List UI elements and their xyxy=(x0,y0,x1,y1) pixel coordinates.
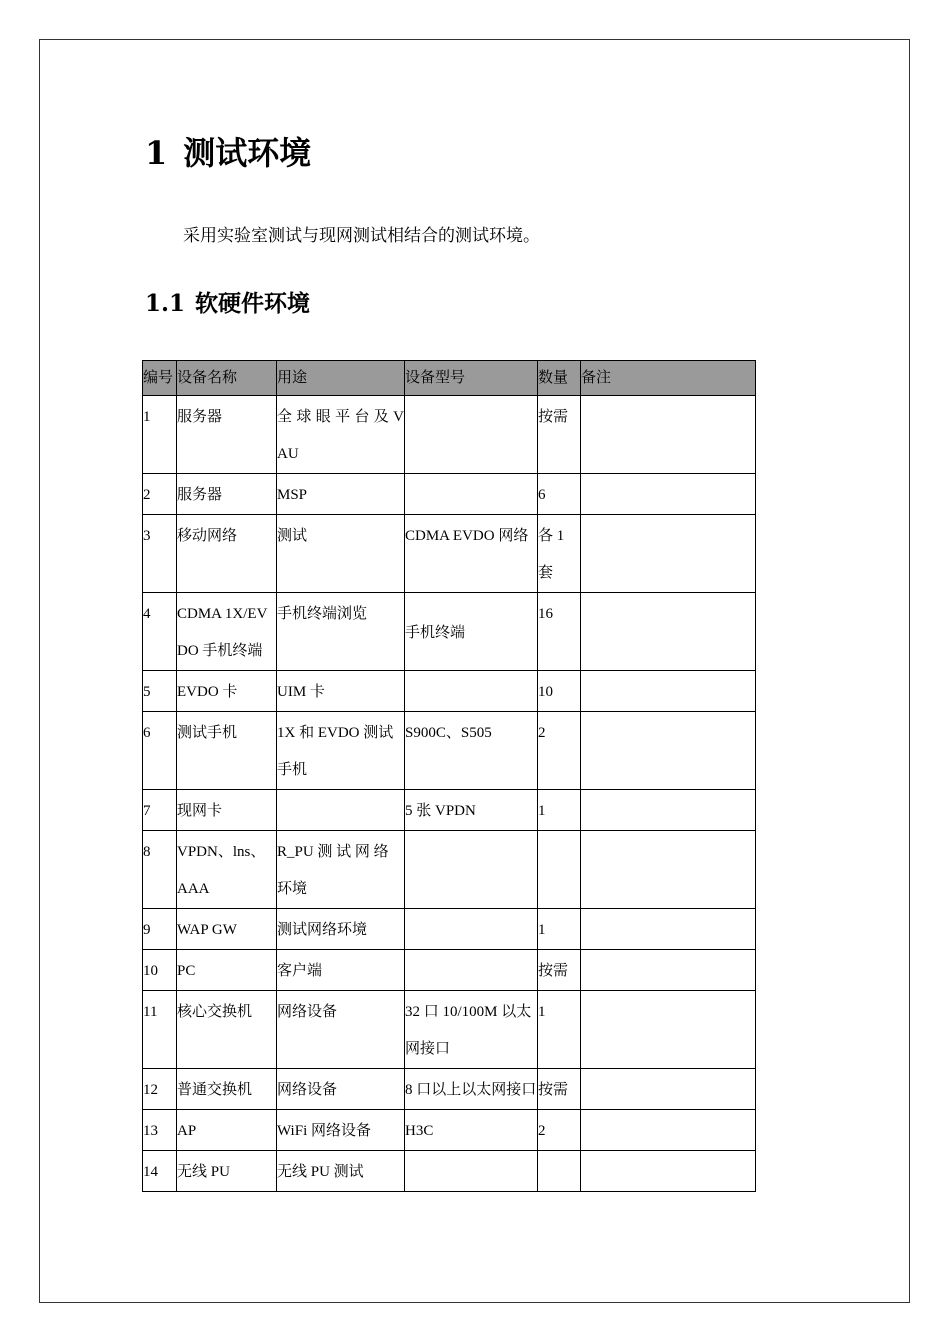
table-cell: 手机终端 xyxy=(405,593,538,671)
table-header-row xyxy=(143,361,756,396)
header-cell: 编号 xyxy=(143,361,177,396)
table-row xyxy=(143,831,756,909)
intro-paragraph: 采用实验室测试与现网测试相结合的测试环境。 xyxy=(183,226,540,246)
table-cell: 32 口 10/100M 以太网接口 xyxy=(405,991,538,1069)
section-number: 1 xyxy=(145,134,168,172)
subsection-heading xyxy=(145,285,310,318)
table-cell xyxy=(405,950,538,991)
table-cell: 网络设备 xyxy=(277,991,405,1069)
table-cell: 普通交换机 xyxy=(177,1069,277,1110)
table-cell: 3 xyxy=(143,515,177,593)
table-cell: 无线 PU 测试 xyxy=(277,1151,405,1192)
table-cell: CDMA EVDO 网络 xyxy=(405,515,538,593)
table-cell: 13 xyxy=(143,1110,177,1151)
table-cell: 无线 PU xyxy=(177,1151,277,1192)
table-cell xyxy=(277,790,405,831)
table-cell: 客户端 xyxy=(277,950,405,991)
subsection-title: 软硬件环境 xyxy=(195,290,311,317)
table-cell xyxy=(581,474,756,515)
table-cell xyxy=(405,396,538,474)
table-cell: 9 xyxy=(143,909,177,950)
table-cell: PC xyxy=(177,950,277,991)
table-cell: 2 xyxy=(143,474,177,515)
table-row xyxy=(143,671,756,712)
table-cell xyxy=(581,831,756,909)
table-row xyxy=(143,790,756,831)
table-cell: S900C、S505 xyxy=(405,712,538,790)
table-cell: 手机终端浏览 xyxy=(277,593,405,671)
table-cell: WAP GW xyxy=(177,909,277,950)
table-row xyxy=(143,1069,756,1110)
table-cell: 6 xyxy=(538,474,581,515)
table-cell: 1 xyxy=(538,790,581,831)
table-cell: 7 xyxy=(143,790,177,831)
table-cell: MSP xyxy=(277,474,405,515)
table-cell: 10 xyxy=(143,950,177,991)
table-cell: 12 xyxy=(143,1069,177,1110)
table-cell: 1 xyxy=(143,396,177,474)
table-cell: 2 xyxy=(538,1110,581,1151)
header-cell: 设备型号 xyxy=(405,361,538,396)
table-cell: 各 1 套 xyxy=(538,515,581,593)
header-cell: 数量 xyxy=(538,361,581,396)
header-cell: 用途 xyxy=(277,361,405,396)
table-cell: 2 xyxy=(538,712,581,790)
table-cell: VPDN、lns、AAA xyxy=(177,831,277,909)
table-cell: 5 张 VPDN xyxy=(405,790,538,831)
table-cell: CDMA 1X/EVDO 手机终端 xyxy=(177,593,277,671)
table-cell xyxy=(581,991,756,1069)
table-cell: 16 xyxy=(538,593,581,671)
table-cell xyxy=(538,1151,581,1192)
table-cell xyxy=(581,396,756,474)
table-cell: 服务器 xyxy=(177,474,277,515)
table-row xyxy=(143,1151,756,1192)
table-cell: 10 xyxy=(538,671,581,712)
table-cell xyxy=(581,950,756,991)
table-row xyxy=(143,991,756,1069)
table-cell: 服务器 xyxy=(177,396,277,474)
section-title: 测试环境 xyxy=(183,134,312,172)
table-cell: 网络设备 xyxy=(277,1069,405,1110)
table-cell: 按需 xyxy=(538,1069,581,1110)
table-cell xyxy=(405,1151,538,1192)
table-row xyxy=(143,474,756,515)
table-cell xyxy=(581,1110,756,1151)
table-cell: WiFi 网络设备 xyxy=(277,1110,405,1151)
table-cell: 5 xyxy=(143,671,177,712)
table-cell: 按需 xyxy=(538,950,581,991)
table-cell: 测试 xyxy=(277,515,405,593)
table-cell: 14 xyxy=(143,1151,177,1192)
table-row xyxy=(143,396,756,474)
table-row xyxy=(143,593,756,671)
table-cell: H3C xyxy=(405,1110,538,1151)
table-cell: 全 球 眼 平 台 及 VAU xyxy=(277,396,405,474)
table-cell: UIM 卡 xyxy=(277,671,405,712)
table-cell xyxy=(581,515,756,593)
table-cell: EVDO 卡 xyxy=(177,671,277,712)
table-cell: 1 xyxy=(538,909,581,950)
header-cell: 备注 xyxy=(581,361,756,396)
table-cell xyxy=(581,593,756,671)
header-cell: 设备名称 xyxy=(177,361,277,396)
table-cell xyxy=(538,831,581,909)
table-cell xyxy=(581,671,756,712)
table-cell xyxy=(581,790,756,831)
table-cell: 1X 和 EVDO 测试手机 xyxy=(277,712,405,790)
table-cell: 8 xyxy=(143,831,177,909)
table-cell xyxy=(581,1069,756,1110)
table-cell xyxy=(581,1151,756,1192)
table-row xyxy=(143,712,756,790)
equipment-table xyxy=(142,360,756,1192)
table-cell xyxy=(405,474,538,515)
table-cell: 8 口以上以太网接口 xyxy=(405,1069,538,1110)
table-cell xyxy=(405,831,538,909)
table-cell: 11 xyxy=(143,991,177,1069)
table-row xyxy=(143,950,756,991)
subsection-number: 1.1 xyxy=(145,290,186,317)
table-row xyxy=(143,909,756,950)
table-cell: 1 xyxy=(538,991,581,1069)
table-cell xyxy=(581,909,756,950)
table-cell: 按需 xyxy=(538,396,581,474)
table-cell: 核心交换机 xyxy=(177,991,277,1069)
table-cell: 移动网络 xyxy=(177,515,277,593)
table-cell: 现网卡 xyxy=(177,790,277,831)
table-cell xyxy=(581,712,756,790)
table-cell: 6 xyxy=(143,712,177,790)
table-cell: AP xyxy=(177,1110,277,1151)
table-cell xyxy=(405,671,538,712)
table-cell xyxy=(405,909,538,950)
table-cell: 4 xyxy=(143,593,177,671)
table-cell: 测试网络环境 xyxy=(277,909,405,950)
table-cell: R_PU 测 试 网 络 环境 xyxy=(277,831,405,909)
table-row xyxy=(143,515,756,593)
table-cell: 测试手机 xyxy=(177,712,277,790)
table-row xyxy=(143,1110,756,1151)
section-heading xyxy=(145,128,311,174)
